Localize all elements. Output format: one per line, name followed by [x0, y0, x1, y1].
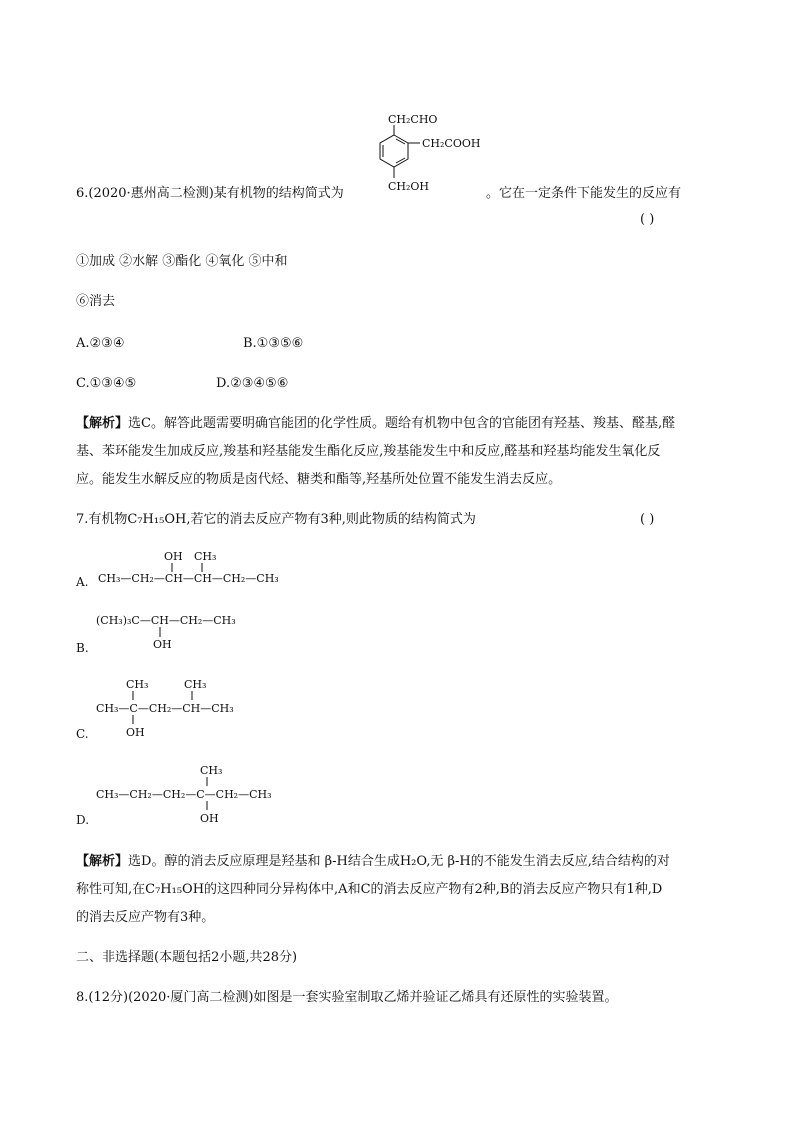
- q7-option-d-structure: [74, 762, 314, 828]
- q7-c-label: C.: [76, 727, 89, 741]
- q6-answer-paren: ( ): [640, 212, 655, 227]
- q7-option-c-structure: [74, 676, 294, 742]
- q6-analysis-line1: [76, 416, 675, 432]
- q7-option-a-structure: [74, 548, 294, 590]
- q7-d-ch3-top: CH₃: [200, 764, 223, 777]
- q7-b-oh: OH: [153, 638, 172, 651]
- q7-d-oh: OH: [200, 812, 219, 825]
- q6-option-b: B.①③⑤⑥: [243, 336, 304, 351]
- benzene-ring: [380, 135, 408, 167]
- q7-a-chain: CH₃—CH₂—CH—CH—CH₂—CH₃: [98, 572, 279, 585]
- q6-option-a: A.②③④: [76, 336, 125, 351]
- q7-c-ch3-top2: CH₃: [184, 678, 207, 691]
- q6-stem-post: 。它在一定条件下能发生的反应有: [486, 186, 682, 201]
- substituent-ch2cho: CH₂CHO: [388, 113, 438, 126]
- q6-analysis-text1: 选C。解答此题需要明确官能团的化学性质。题给有机物中包含的官能团有羟基、羧基、醛基,醛: [128, 416, 676, 431]
- q7-b-label: B.: [76, 641, 89, 655]
- q7-analysis-text1: 选D。醇的消去反应原理是羟基和 β-H结合生成H₂O,无 β-H的不能发生消去反应,结合结构的对: [128, 854, 670, 869]
- q7-analysis-line1: [76, 854, 670, 870]
- q6-analysis-line3: 应。能发生水解反应的物质是卤代烃、糖类和酯等,羟基所处位置不能发生消去反应。: [76, 472, 562, 487]
- q6-reactions-line2: ⑥消去: [76, 294, 116, 309]
- q8-stem: 8.(12分)(2020·厦门高二检测)如图是一套实验室制取乙烯并验证乙烯具有还原性的实验装置。: [76, 990, 618, 1005]
- q7-d-chain: CH₃—CH₂—CH₂—C—CH₂—CH₃: [96, 788, 272, 801]
- q6-option-c: C.①③④⑤: [76, 376, 137, 391]
- q6-analysis-line2: 基、苯环能发生加成反应,羧基和羟基能发生酯化反应,羧基能发生中和反应,醛基和羟基均能发生氧化反: [76, 444, 661, 459]
- q7-b-chain: (CH₃)₃C—CH—CH₂—CH₃: [96, 614, 236, 627]
- q7-c-ch3-top1: CH₃: [126, 678, 149, 691]
- q6-stem-pre: 6.(2020·惠州高二检测)某有机物的结构简式为: [76, 186, 344, 201]
- q7-d-label: D.: [76, 813, 90, 827]
- q7-a-oh: OH: [164, 550, 183, 563]
- q7-a-label: A.: [76, 575, 89, 589]
- q7-analysis-line3: 的消去反应产物有3种。: [76, 910, 215, 925]
- substituent-ch2oh: CH₂OH: [388, 180, 430, 193]
- ring-double-bond-2: [396, 139, 405, 144]
- q7-option-b-structure: [74, 610, 294, 656]
- q6-option-d: D.②③④⑤⑥: [216, 376, 289, 391]
- q7-answer-paren: ( ): [640, 512, 655, 527]
- substituent-ch2cooh: CH₂COOH: [422, 137, 481, 150]
- q7-a-ch3: CH₃: [194, 550, 217, 563]
- q7-analysis-tag: 【解析】: [76, 854, 129, 869]
- q6-stem: [76, 186, 344, 202]
- ring-double-bond-3: [396, 158, 405, 163]
- q7-stem: 7.有机物C₇H₁₅OH,若它的消去反应产物有3种,则此物质的结构简式为: [76, 512, 476, 527]
- q6-reactions-line1: ①加成 ②水解 ③酯化 ④氧化 ⑤中和: [76, 254, 288, 269]
- q6-structure-diagram: [370, 108, 500, 203]
- q7-c-oh: OH: [126, 726, 145, 739]
- q7-c-chain: CH₃—C—CH₂—CH—CH₃: [96, 702, 234, 715]
- q6-analysis-tag: 【解析】: [76, 416, 129, 431]
- q7-analysis-line2: 称性可知,在C₇H₁₅OH的这四种同分异构体中,A和C的消去反应产物有2种,B的消去反应产物只有1种,D: [76, 882, 663, 897]
- section2-heading: 二、非选择题(本题包括2小题,共28分): [76, 950, 298, 965]
